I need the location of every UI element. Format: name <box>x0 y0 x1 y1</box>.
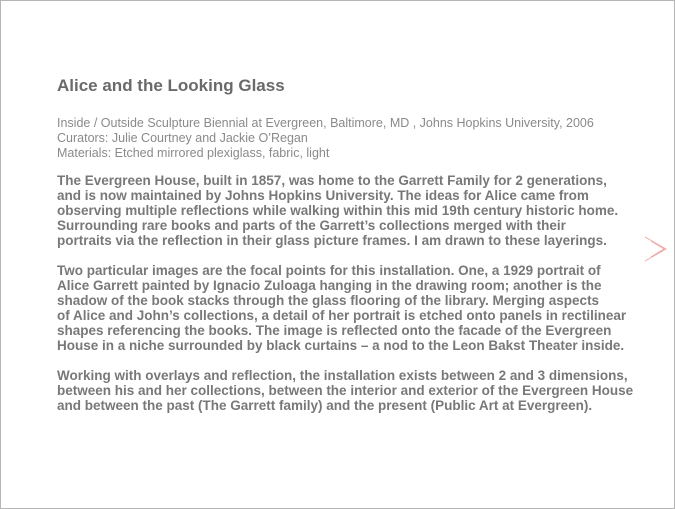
paragraph-line: and is now maintained by Johns Hopkins University. The ideas for Alice came from <box>57 188 589 203</box>
paragraph-line: shapes referencing the books. The image is reflected onto the facade of the Evergreen <box>57 323 612 338</box>
next-page-button[interactable] <box>642 234 670 264</box>
paragraph-line: and between the past (The Garrett family) and the present (Public Art at Evergreen). <box>57 398 593 413</box>
paragraph-line: House in a niche surrounded by black curtains – a nod to the Leon Bakst Theater inside. <box>57 338 625 353</box>
paragraph-line: Surrounding rare books and parts of the Garrett’s collections merged with their <box>57 218 566 233</box>
paragraph-line: The Evergreen House, built in 1857, was home to the Garrett Family for 2 generations, <box>57 173 607 188</box>
paragraph-3 <box>57 368 647 413</box>
article-body <box>57 173 647 413</box>
chevron-right-icon <box>642 234 670 264</box>
paragraph-2 <box>57 263 647 353</box>
page-title: Alice and the Looking Glass <box>57 76 285 95</box>
materials-line: Materials: Etched mirrored plexiglass, fabric, light <box>57 146 330 160</box>
article <box>57 76 647 428</box>
paragraph-line: between his and her collections, between the interior and exterior of the Evergreen House <box>57 383 634 398</box>
paragraph-line: observing multiple reflections while walking within this mid 19th century historic home. <box>57 203 619 218</box>
paragraph-line: Working with overlays and reflection, the installation exists between 2 and 3 dimensions, <box>57 368 628 383</box>
paragraph-line: portraits via the reflection in their glass picture frames. I am drawn to these layerings. <box>57 233 607 248</box>
curators-line: Curators: Julie Courtney and Jackie O’Regan <box>57 131 308 145</box>
paragraph-1 <box>57 173 647 248</box>
paragraph-line: Two particular images are the focal points for this installation. One, a 1929 portrait of <box>57 263 601 278</box>
paragraph-line: of Alice and John’s collections, a detail of her portrait is etched onto panels in rectilinear <box>57 308 627 323</box>
project-meta <box>57 116 647 161</box>
paragraph-line: Alice Garrett painted by Ignacio Zuloaga hanging in the drawing room; another is the <box>57 278 602 293</box>
venue-line: Inside / Outside Sculpture Biennial at Evergreen, Baltimore, MD , Johns Hopkins University, 2006 <box>57 116 594 130</box>
paragraph-line: shadow of the book stacks through the glass flooring of the library. Merging aspects <box>57 293 600 308</box>
